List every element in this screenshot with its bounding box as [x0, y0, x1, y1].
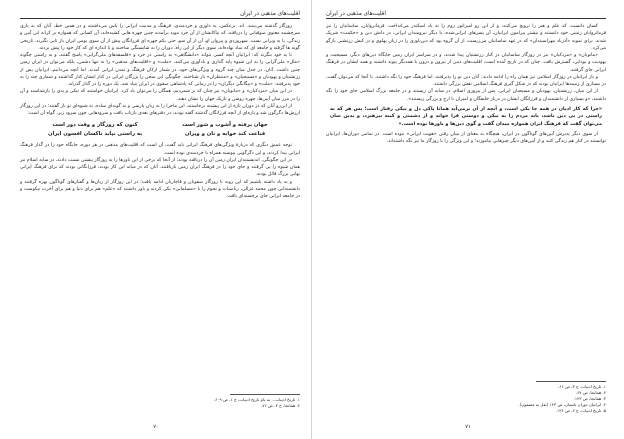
- left-footnote-2: ۲. همانجا، ج ۳، ص ۷۶.: [261, 402, 300, 408]
- left-paragraph-7: و به یاد داشته باشیم که این روند تا روزگار صفویان و قاجاریان ادامه یافت؛ در این روزگار از زبان‌ها و گفتارهای گوناگون بهره گرفتند و دانشمندانی چون محمد غزالی، ریاضیات و نجوم را با «مسلمانی» یکی کردند و باور داشتند که «علم» هم برای دنیا و هم برای آخرت نیکوست و در جامعه ایرانی جای برجسته‌ای یافت.: [20, 179, 300, 199]
- left-page-number: ۷۰: [153, 424, 159, 430]
- right-paragraph-5: از سوی دیگر پذیرش آیین‌های گوناگون در ایران، هیچگاه به معنای از میان رفتن «هویت ایرانی» نبوده است. در تمامی دوران‌ها، ایرانیان توانستند در کنار هم زندگی کنند و از آیین‌های دیگر چیزهایی بیاموزند؛ و این ویژگی را تا روزگار ما نیز نگه داشته‌اند.: [326, 131, 606, 145]
- right-footnote-1: ۱. تاریخ ادبیات، ج ۳، ص ۶۶.: [557, 383, 606, 389]
- left-poem: [38, 122, 282, 137]
- left-running-head-bar: [20, 8, 300, 19]
- right-body-text-after-quote: [326, 131, 606, 146]
- footnote-rule: [536, 381, 606, 382]
- right-body-text: [326, 23, 606, 103]
- right-paragraph-2: «مانویان» و «مزدکیان» نیز در روزگار ساسانیان در کنار زرتشتیان پیدا شدند، و در سراسر ایران زمین جایگاه دین‌های دیگر، مسیحیت و یهودیت و بودایی، گسترش یافت. چنان که در تاریخ آمده است، اقلیت‌های دینی از بیرون و درون با همدیگر پیوند داشتند و همه ایشان در فرهنگ ایرانی جای گرفتند.: [326, 53, 606, 73]
- left-body-text-after-poem: [20, 142, 300, 200]
- right-footnote-5: ۵. تاریخ ادبیات، ج ۲، ص ۱۳۶.: [555, 407, 606, 413]
- right-page: [312, 0, 624, 439]
- right-block-quote: «چرا که کار ادیان در همه جا یکی است، و آنچه از آن برمی‌آید همانا پاکی دل و نیکی رفتار است؛ پس هر که به راستی در پی دین باشد، باید مردم را به نیکی و دوستی فرا خواند و از دشمنی و کینه بپرهیزد، و بدین سان می‌توان گفت که فرهنگ ایران همواره میدان گفت و گوی دین‌ها و باورها بوده است.»: [330, 105, 602, 127]
- right-paragraph-1: کسان دانست، که علم و هنر را ترویج می‌کنند، و از این رو امپراتور روم را به یاد اسکندر می‌انداخت. فرمانروایان، ساسانیان را نیز فرمانروایان زمینی خود دانستند و بیشتر پیرامون ایرانیان، آن پسرهای ایرانی‌شده، با دیگر نیرومندان ایرانی، در دانش دین و «حکمت» شریک شدند. برای نمونه «آذرباد مهراسپندان» که در عهد ساسانیان می‌زیست، از آن گروه بود که دین‌باوری را در زبان پهلوی و در کیش زرتشتی بازگو می‌کرد.: [326, 24, 606, 51]
- left-paragraph-1: روزگار گذشته می‌بینند. اند. برعکس، به داوری و خردمندی، فرهنگ و مدنیت ایرانی را پاس می‌داشتند و در همین خط، آنان که به یاری سرچشمه معنوی صوفیانی را دریافته، که نیاکانشان از آن خرد موبد برآمدند چنین چهره هایی کشیده‌اند، آن کسانی که همواره بر کرانه این آیین و زندگی، پا به ویرانی بست. سهروردی و پیروان او، آن از آن سو، حتی یکم چهره ای فرزانگان پیش از آن سوی بومی ایران باز تابی بگیرند. تاریخی گونه ها گرفته و جامعه ای که بنیاد نهاده‌اند، سوی دیگر از این راه، دوران را به شایستگی ساختند و تا اندازه ای که کار خود را پیش بردند.: [20, 24, 300, 51]
- right-running-head: اقلیت‌های مذهبی در ایران: [326, 11, 386, 17]
- poem-hemistich-2: کنون که روزگار و وقت دور است: [52, 122, 138, 129]
- poem-hemistich-1: جهان برفته و آشوب و شور است: [182, 122, 268, 129]
- left-running-head: اقلیت‌های مذهبی در ایران: [240, 11, 300, 17]
- left-paragraph-6: در این چگونگی، اندیشمندان ایران زمین آن را دریافته بودند؛ از آنجا که برخی از این باورها را به روزگار پیشین نسبت دادند، در سایه اسلام نیز همان شیوه را پی گرفتند و جای خود را در فرهنگ ایران زمین بازیافتند. آنان که در میانه این کار بودند، فرزانگانی بودند که برای فرهنگ ایرانی بهایی بزرگ قائل بودند.: [20, 157, 300, 178]
- right-footnote-2: ۲. همانجا، ص ۶۷.: [575, 389, 606, 395]
- left-paragraph-3: در این میان «مزدکیان» و «مانویان» نیز چنان که بر شمردیم، همگان را می‌توان یاد کرد. ایرانیان خواستند که نیکی و بدی را بازشناسند و آن را در مرز میان آیین‌ها، چهره روشن و تاریک جهان را نشان دهند.: [20, 89, 300, 102]
- poem-hemistich-4: به راستی نیابد ناکسان افسون ایران: [47, 131, 143, 138]
- right-footnote-3: ۳. همانجا، ص ۱۲۳.: [573, 395, 606, 401]
- right-footnote-4: ۴. ایرانیان دوران باستان، ص ۱۴۳ (نقل به مضمون).: [518, 401, 606, 407]
- left-footnote-1: ۱. تاریخ ادبیات... به نام تاریخ ادبیات، ج ۱، ص ۶۰۹.: [213, 396, 300, 402]
- right-page-number: ۷۱: [465, 424, 471, 430]
- left-paragraph-4: از این‌رو آنان که در دوران تازه از این پیشینه برخاستند، این ماجرا را به زبان پارسی و به گونه‌ای ساده، به شیوه‌ای نو باز گفتند؛ در این روزگار ارزش‌ها دگرگون شد و پاره‌ای از آنچه فرزانگان گذشته گفته بودند، در دفترهای بعدی بازتاب یافت و سرودهایی چون سرود زیر، گواه آن است:: [20, 103, 300, 116]
- footnote-rule: [230, 394, 300, 395]
- right-running-head-bar: [326, 8, 606, 19]
- left-body-text: [20, 23, 300, 117]
- poem-hemistich-3: قناعت کند خوابه و نان و ویران: [184, 131, 266, 138]
- left-footnotes: [20, 394, 300, 409]
- right-footnotes: [326, 381, 606, 414]
- right-paragraph-4: از این میان، زرتشتیان، یهودیان و مسیحیان ایرانی، پس از پیروزی اسلام، در سایه آن زیستند و در جامعه بزرگ اسلامی جای خود را نگه داشتند، «و بسیاری از دانشمندان و فرزانگان ایشان در دربار خلیفگان و امیران با ارج و بزرگی زیستند».: [326, 89, 606, 102]
- left-paragraph-5: توجه عمیق دیگری که دربارهٔ ویژگی‌های فرهنگ ایرانی باید گفت، آن است که اقلیت‌های مذهبی در هر دوره، جایگاه خود را در گذار فرهنگ ایرانی پیدا کردند، و این دگرگونی پیوسته همراه با خردمندی بوده است.: [20, 143, 300, 156]
- left-paragraph-2: تا به خود بنگرند که: ایرانیان آنچه کسی بتواند «دانشگاهی» به راستی در خرد و «فلسفه‌های ملی‌گرایی» پاسخ گفتند، و به راستی چگونه «ملل» ملی‌گرایی را به این شیوه پایه گذاری و یادآوری می‌کنند، «ملت» و «اقلیت‌های مذهبی» را نه تنها دشمن، بلکه می‌توان در ایران زمین چنین داشت. آنان، در جدل میان چند گروه و ویژگی‌های خود، در شمار ارکان فرهنگ و تمدن ایرانی آمدند. اما آنچه می‌دانیم، ایرانیان پس از زرتشتیان و یهودیان و «مسیحیان» و «منتظران» باز شناختند. چگونگی این سخن را بزرگان ایرانی در کنار ایشان کنار گذاشتند و شماری چند را به خود پذیرفتند: «ملت» و «بیگانگی دیگران» را در زمانی که پادشاهی صفوی در ایران بنیاد شد، یک دوره را در گذار گذراند.: [20, 53, 300, 87]
- right-paragraph-3: و باز ایرانیان در روزگار اسلامی نیز همان راه را ادامه دادند: آنان دین نو را پذیرفتند، اما فرهنگ خود را نگه داشتند. تا آنجا که می‌توان گفت، در بسیاری از زمینه‌ها ایرانیان بودند که در شکل گیری فرهنگ اسلامی نقش بزرگی داشتند.: [326, 74, 606, 87]
